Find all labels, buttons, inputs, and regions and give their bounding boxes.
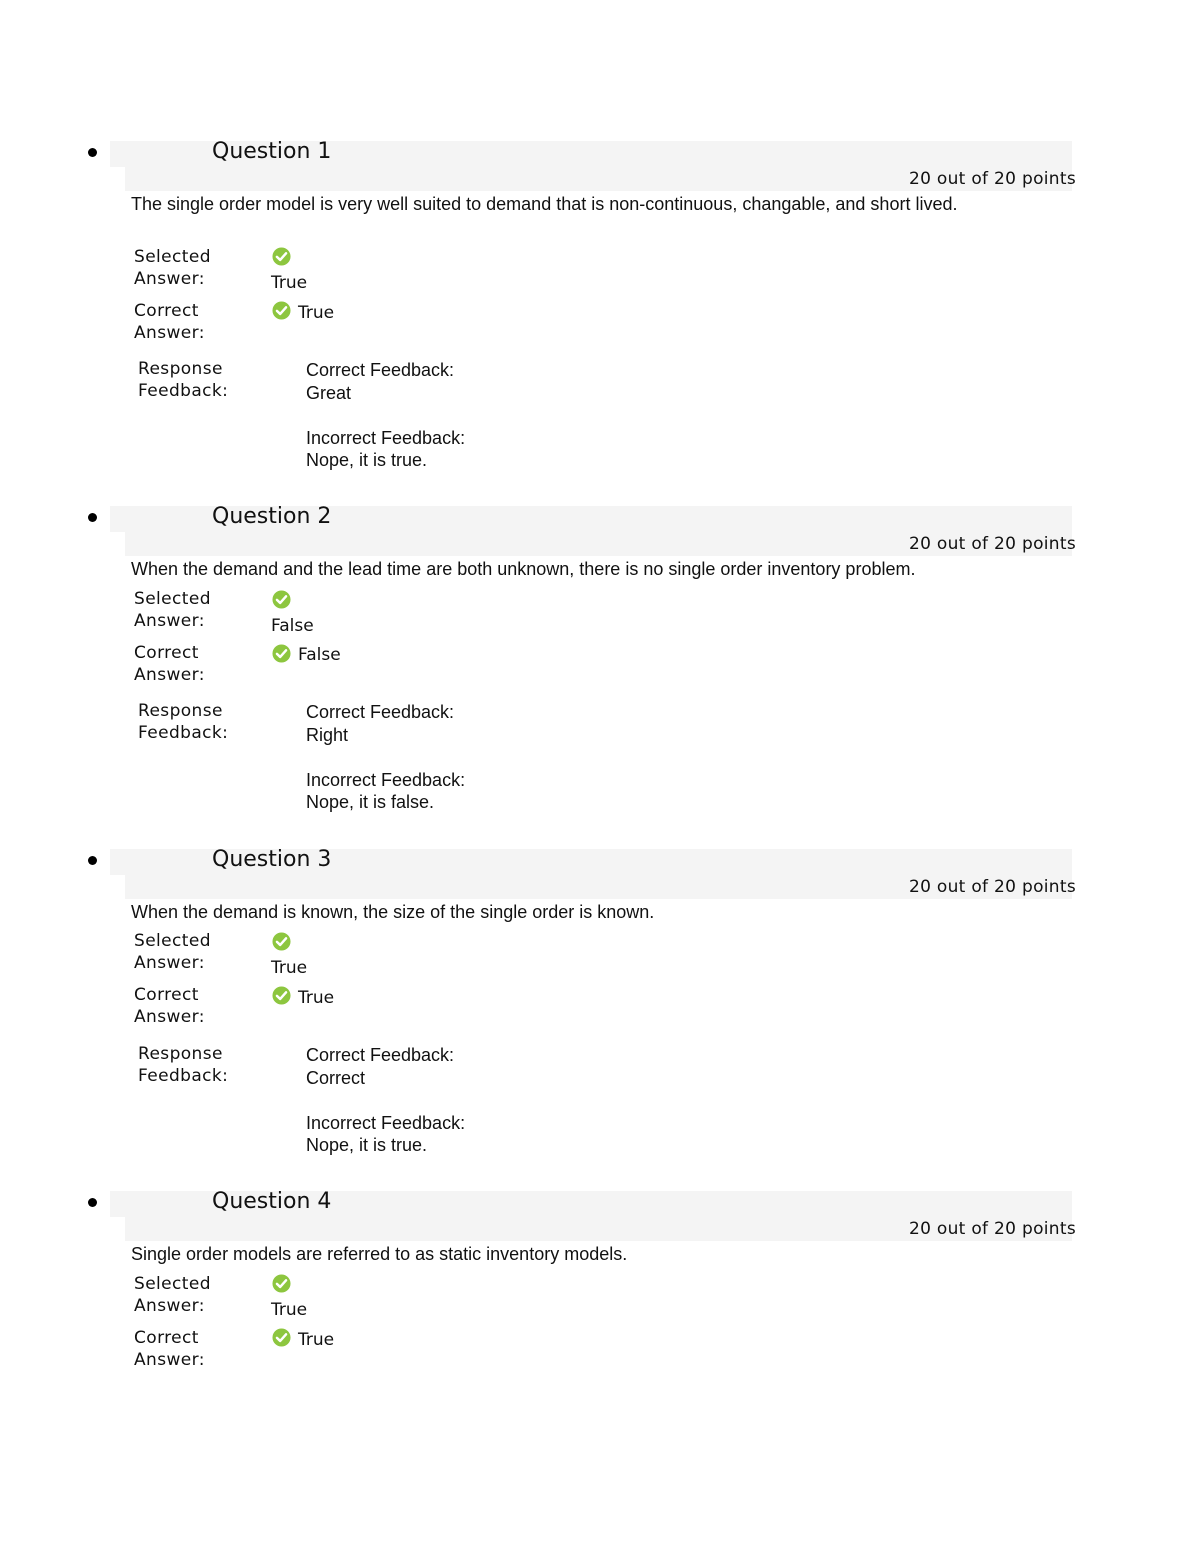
response-feedback: [306, 701, 465, 814]
correct-check-icon: [272, 247, 291, 266]
question-points: 20 out of 20 points: [908, 1219, 1076, 1239]
bullet-icon: [88, 148, 97, 157]
response-feedback: [306, 359, 465, 472]
response-feedback-label: Response Feedback:: [138, 359, 229, 401]
correct-answer-value: False: [298, 645, 341, 665]
selected-answer-label: Selected Answer:: [134, 1274, 211, 1316]
selected-answer-label: Selected Answer:: [134, 589, 211, 631]
correct-answer-label: Correct Answer:: [134, 643, 205, 685]
incorrect-feedback-text: Nope, it is true.: [306, 1135, 428, 1155]
correct-answer-label: Correct Answer:: [134, 985, 205, 1027]
correct-check-icon: [272, 932, 291, 951]
incorrect-feedback-label: Incorrect Feedback:: [306, 427, 466, 448]
incorrect-feedback-label: Incorrect Feedback:: [306, 769, 466, 790]
correct-answer-value: True: [298, 1330, 335, 1350]
selected-answer-value: True: [271, 1300, 308, 1320]
response-feedback-label: Response Feedback:: [138, 701, 229, 743]
question-points: 20 out of 20 points: [908, 169, 1076, 189]
question-points: 20 out of 20 points: [908, 877, 1076, 897]
correct-feedback-label: Correct Feedback:: [306, 360, 455, 380]
incorrect-feedback-text: Nope, it is false.: [306, 792, 435, 812]
correct-check-icon: [272, 1274, 291, 1293]
selected-answer-value: True: [271, 273, 308, 293]
incorrect-feedback-label: Incorrect Feedback:: [306, 1112, 466, 1133]
correct-feedback-text: Great: [306, 382, 352, 403]
question-text: When the demand and the lead time are both unknown, there is no single order inventory problem.: [131, 559, 916, 579]
question-title: Question 1: [212, 139, 332, 164]
correct-answer-label: Correct Answer:: [134, 301, 205, 343]
correct-feedback-text: Correct: [306, 1067, 366, 1088]
response-feedback: [306, 1044, 465, 1157]
question-text: The single order model is very well suited to demand that is non-continuous, changable, and short lived.: [131, 194, 958, 214]
question-title: Question 3: [212, 847, 332, 872]
question-text: When the demand is known, the size of the single order is known.: [131, 902, 655, 922]
correct-feedback-label: Correct Feedback:: [306, 702, 455, 722]
question-title: Question 2: [212, 504, 332, 529]
incorrect-feedback-text: Nope, it is true.: [306, 450, 428, 470]
correct-check-icon: [272, 590, 291, 609]
correct-feedback-label: Correct Feedback:: [306, 1045, 455, 1065]
correct-feedback-text: Right: [306, 724, 349, 745]
question-title: Question 4: [212, 1189, 332, 1214]
correct-answer-value: True: [298, 988, 335, 1008]
selected-answer-label: Selected Answer:: [134, 247, 211, 289]
bullet-icon: [88, 856, 97, 865]
correct-answer-value: True: [298, 303, 335, 323]
correct-answer-label: Correct Answer:: [134, 1328, 205, 1370]
question-points: 20 out of 20 points: [908, 534, 1076, 554]
selected-answer-label: Selected Answer:: [134, 931, 211, 973]
bullet-icon: [88, 513, 97, 522]
selected-answer-value: True: [271, 958, 308, 978]
response-feedback-label: Response Feedback:: [138, 1044, 229, 1086]
question-text: Single order models are referred to as static inventory models.: [131, 1244, 628, 1264]
selected-answer-value: False: [271, 616, 314, 636]
bullet-icon: [88, 1198, 97, 1207]
